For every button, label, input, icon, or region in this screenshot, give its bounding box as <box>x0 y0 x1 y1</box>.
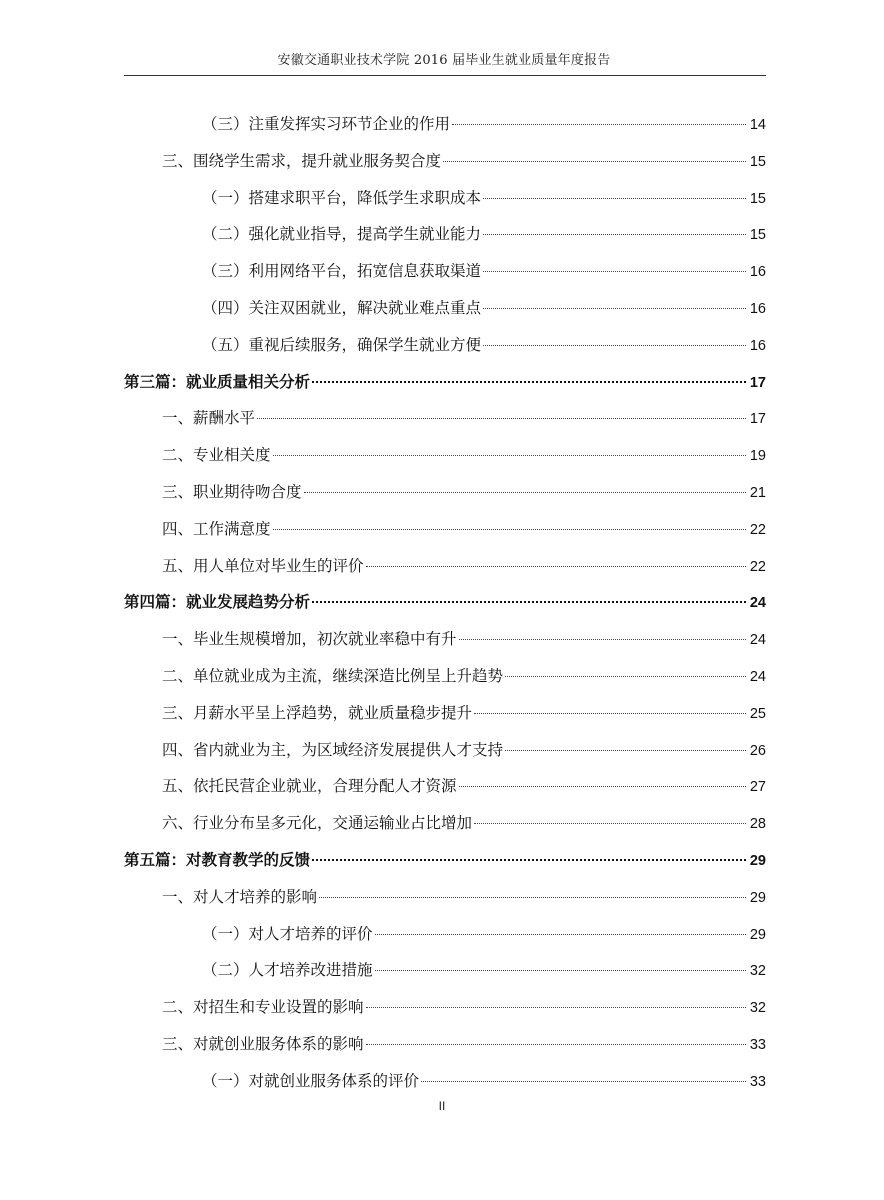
toc-dot-leader <box>366 1007 746 1008</box>
toc-entry-title: （三）利用网络平台，拓宽信息获取渠道 <box>202 262 482 281</box>
toc-section-entry[interactable] <box>124 879 766 916</box>
toc-entry-title: （五）重视后续服务，确保学生就业方便 <box>202 335 482 354</box>
toc-entry-page-number: 16 <box>749 264 766 281</box>
toc-entry-title: 五、依托民营企业就业，合理分配人才资源 <box>162 777 457 796</box>
header-divider <box>124 75 766 76</box>
table-of-contents <box>124 106 766 1100</box>
toc-entry-page-number: 21 <box>749 484 766 501</box>
toc-section-entry[interactable] <box>124 1026 766 1063</box>
toc-dot-leader <box>474 713 746 714</box>
toc-dot-leader <box>505 676 746 677</box>
toc-subsection-entry[interactable] <box>124 327 766 364</box>
toc-subsection-entry[interactable] <box>124 216 766 253</box>
toc-entry-title: 五、用人单位对毕业生的评价 <box>162 556 364 575</box>
toc-entry-page-number: 24 <box>749 595 766 612</box>
toc-part-entry[interactable] <box>124 842 766 879</box>
toc-section-entry[interactable] <box>124 768 766 805</box>
toc-section-entry[interactable] <box>124 989 766 1026</box>
toc-entry-title: 六、行业分布呈多元化，交通运输业占比增加 <box>162 814 473 833</box>
toc-entry-page-number: 19 <box>749 448 766 465</box>
toc-entry-title: 一、对人才培养的影响 <box>162 887 318 906</box>
toc-dot-leader <box>304 492 746 493</box>
toc-entry-title: 二、专业相关度 <box>162 446 271 465</box>
toc-entry-page-number: 17 <box>749 411 766 428</box>
toc-entry-title: 二、单位就业成为主流，继续深造比例呈上升趋势 <box>162 666 504 685</box>
toc-entry-title: （一）对就创业服务体系的评价 <box>202 1071 420 1090</box>
toc-section-entry[interactable] <box>124 805 766 842</box>
toc-entry-page-number: 16 <box>749 300 766 317</box>
toc-subsection-entry[interactable] <box>124 1063 766 1100</box>
toc-section-entry[interactable] <box>124 474 766 511</box>
toc-entry-page-number: 33 <box>749 1073 766 1090</box>
toc-dot-leader <box>483 198 746 199</box>
toc-entry-page-number: 15 <box>749 153 766 170</box>
toc-entry-title: （一）对人才培养的评价 <box>202 924 373 943</box>
toc-subsection-entry[interactable] <box>124 106 766 143</box>
toc-entry-title: 一、薪酬水平 <box>162 409 256 428</box>
toc-dot-leader <box>459 639 746 640</box>
toc-entry-page-number: 24 <box>749 668 766 685</box>
toc-entry-page-number: 22 <box>749 558 766 575</box>
toc-entry-title: 第五篇：对教育教学的反馈 <box>124 849 311 869</box>
toc-entry-page-number: 29 <box>749 852 766 869</box>
toc-entry-title: （二）强化就业指导，提高学生就业能力 <box>202 225 482 244</box>
toc-entry-page-number: 29 <box>749 926 766 943</box>
toc-dot-leader <box>483 345 746 346</box>
toc-dot-leader <box>366 1044 746 1045</box>
toc-dot-leader <box>375 934 746 935</box>
toc-dot-leader <box>505 750 746 751</box>
toc-section-entry[interactable] <box>124 143 766 180</box>
toc-entry-page-number: 17 <box>749 374 766 391</box>
toc-entry-title: 第四篇：就业发展趋势分析 <box>124 592 311 612</box>
toc-dot-leader <box>483 234 746 235</box>
toc-section-entry[interactable] <box>124 511 766 548</box>
toc-entry-page-number: 22 <box>749 521 766 538</box>
toc-dot-leader <box>366 566 746 567</box>
toc-entry-page-number: 32 <box>749 1000 766 1017</box>
toc-dot-leader <box>443 161 746 162</box>
toc-entry-title: 三、职业期待吻合度 <box>162 482 302 501</box>
toc-part-entry[interactable] <box>124 584 766 621</box>
toc-entry-title: （一）搭建求职平台，降低学生求职成本 <box>202 188 482 207</box>
toc-dot-leader <box>452 124 746 125</box>
toc-entry-title: （三）注重发挥实习环节企业的作用 <box>202 115 451 133</box>
toc-entry-page-number: 27 <box>749 779 766 796</box>
toc-entry-page-number: 15 <box>749 190 766 207</box>
toc-entry-page-number: 15 <box>749 227 766 244</box>
toc-entry-title: （四）关注双困就业，解决就业难点重点 <box>202 298 482 317</box>
toc-entry-page-number: 33 <box>749 1036 766 1053</box>
toc-dot-leader <box>459 786 746 787</box>
toc-entry-title: 三、围绕学生需求，提升就业服务契合度 <box>162 151 442 170</box>
toc-entry-title: 第三篇：就业质量相关分析 <box>124 371 311 391</box>
toc-entry-page-number: 32 <box>749 963 766 980</box>
toc-dot-leader <box>257 418 746 419</box>
toc-entry-page-number: 26 <box>749 742 766 759</box>
toc-dot-leader <box>312 859 746 861</box>
toc-section-entry[interactable] <box>124 732 766 769</box>
toc-entry-title: 四、工作满意度 <box>162 519 271 538</box>
toc-dot-leader <box>421 1081 746 1082</box>
toc-dot-leader <box>483 271 746 272</box>
toc-dot-leader <box>273 529 746 530</box>
toc-section-entry[interactable] <box>124 695 766 732</box>
toc-section-entry[interactable] <box>124 437 766 474</box>
toc-entry-title: 三、对就创业服务体系的影响 <box>162 1034 364 1053</box>
running-header: 安徽交通职业技术学院 2016 届毕业生就业质量年度报告 <box>277 53 611 68</box>
toc-subsection-entry[interactable] <box>124 916 766 953</box>
toc-dot-leader <box>312 381 746 383</box>
toc-entry-page-number: 25 <box>749 705 766 722</box>
toc-dot-leader <box>319 897 746 898</box>
toc-dot-leader <box>312 601 746 603</box>
toc-entry-page-number: 29 <box>749 889 766 906</box>
toc-entry-title: （二）人才培养改进措施 <box>202 961 373 980</box>
toc-entry-title: 一、毕业生规模增加，初次就业率稳中有升 <box>162 630 457 649</box>
toc-entry-title: 二、对招生和专业设置的影响 <box>162 998 364 1017</box>
page-number: II <box>438 1099 446 1113</box>
toc-subsection-entry[interactable] <box>124 290 766 327</box>
toc-subsection-entry[interactable] <box>124 253 766 290</box>
toc-section-entry[interactable] <box>124 400 766 437</box>
toc-dot-leader <box>474 823 746 824</box>
toc-entry-title: 四、省内就业为主，为区域经济发展提供人才支持 <box>162 740 504 759</box>
toc-entry-page-number: 24 <box>749 632 766 649</box>
toc-entry-page-number: 14 <box>749 117 766 133</box>
toc-entry-page-number: 28 <box>749 816 766 833</box>
toc-section-entry[interactable] <box>124 658 766 695</box>
toc-entry-page-number: 16 <box>749 337 766 354</box>
toc-dot-leader <box>273 455 746 456</box>
toc-section-entry[interactable] <box>124 548 766 585</box>
toc-dot-leader <box>483 308 746 309</box>
toc-entry-title: 三、月薪水平呈上浮趋势，就业质量稳步提升 <box>162 703 473 722</box>
toc-dot-leader <box>375 970 746 971</box>
toc-subsection-entry[interactable] <box>124 952 766 989</box>
toc-section-entry[interactable] <box>124 621 766 658</box>
toc-subsection-entry[interactable] <box>124 180 766 217</box>
toc-part-entry[interactable] <box>124 364 766 401</box>
